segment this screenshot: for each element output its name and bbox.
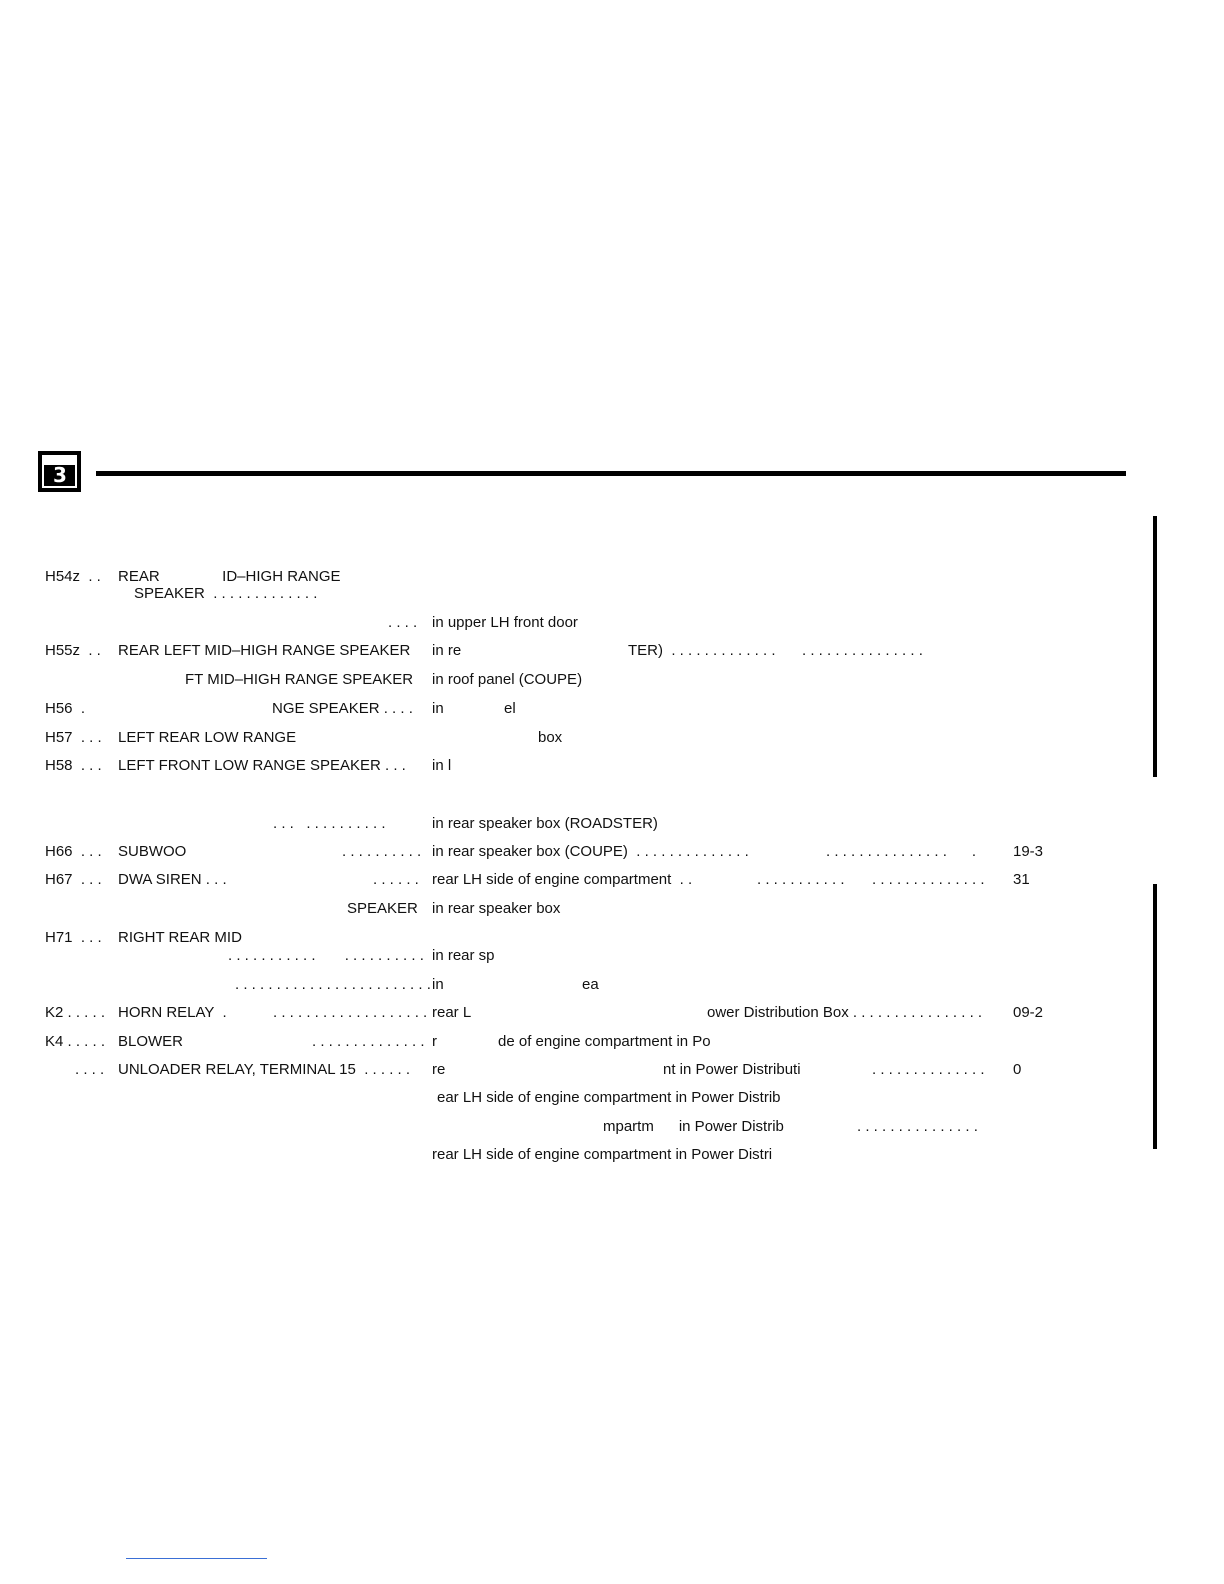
section-number: 3 bbox=[44, 465, 75, 486]
component-code: H56 . bbox=[45, 700, 86, 717]
component-name-fragment: . . . . bbox=[388, 614, 418, 631]
component-location: in l bbox=[432, 757, 452, 774]
component-location-fragment: de of engine compartment in Po bbox=[498, 1033, 711, 1050]
component-name: REAR ID–HIGH RANGE bbox=[118, 568, 341, 585]
component-location: in upper LH front door bbox=[432, 614, 578, 631]
component-name-fragment: . . . . . . bbox=[373, 871, 419, 888]
component-name: LEFT FRONT LOW RANGE SPEAKER . . . bbox=[118, 757, 406, 774]
component-name: LEFT REAR LOW RANGE bbox=[118, 729, 297, 746]
component-name-fragment: FT MID–HIGH RANGE SPEAKER bbox=[185, 671, 414, 688]
component-code: H71 . . . bbox=[45, 929, 102, 946]
component-code: K2 . . . . . bbox=[45, 1004, 106, 1021]
component-name-line2: . . . . . . . . . . . . . . . . . . . . . bbox=[228, 947, 424, 964]
component-code: H66 . . . bbox=[45, 843, 102, 860]
component-name: HORN RELAY . bbox=[118, 1004, 227, 1021]
component-location: in bbox=[432, 700, 444, 717]
component-name: REAR LEFT MID–HIGH RANGE SPEAKER bbox=[118, 642, 411, 659]
component-name-fragment: SPEAKER bbox=[347, 900, 418, 917]
change-bar-top bbox=[1153, 516, 1157, 777]
component-code: H57 . . . bbox=[45, 729, 102, 746]
component-location: in rear sp bbox=[432, 947, 495, 964]
component-code: . . . . bbox=[75, 1061, 105, 1078]
component-name-fragment: NGE SPEAKER . . . . bbox=[272, 700, 413, 717]
component-location-fragment: . . . . . . . . . . . . . . bbox=[872, 1061, 985, 1078]
component-name-fragment: . . . . . . . . . . . . . bbox=[273, 815, 386, 832]
section-number-badge bbox=[38, 451, 81, 492]
component-location: in re bbox=[432, 642, 462, 659]
component-location-fragment: . . . . . . . . . . . . . . . bbox=[857, 1118, 978, 1135]
component-location: r bbox=[432, 1033, 437, 1050]
component-code: H67 . . . bbox=[45, 871, 102, 888]
change-bar-bottom bbox=[1153, 884, 1157, 1149]
component-location: re bbox=[432, 1061, 446, 1078]
component-name: SUBWOO bbox=[118, 843, 187, 860]
component-location: rear LH side of engine compartment . . bbox=[432, 871, 693, 888]
component-name-fragment: . . . . . . . . . . . . . . . . . . . . . . . . bbox=[235, 976, 431, 993]
component-location: in rear speaker box (ROADSTER) bbox=[432, 815, 658, 832]
component-location: in rear speaker box bbox=[432, 900, 561, 917]
page-reference: 09-2 bbox=[1013, 1004, 1044, 1021]
header-rule bbox=[96, 471, 1126, 476]
component-location: rear LH side of engine compartment in Power Distri bbox=[432, 1146, 773, 1163]
component-name-fragment: . . . . . . . . . . . . . . bbox=[312, 1033, 425, 1050]
page-reference: 0 bbox=[1013, 1061, 1022, 1078]
component-location-fragment: . . . . . . . . . . . . . . bbox=[872, 871, 985, 888]
component-location-fragment: . . . . . . . . . . . . . . . . bbox=[826, 843, 977, 860]
component-name: UNLOADER RELAY, TERMINAL 15 . . . . . . bbox=[118, 1061, 411, 1078]
component-location: in rear speaker box (COUPE) . . . . . . . . . . . . . . bbox=[432, 843, 749, 860]
page-reference: 31 bbox=[1013, 871, 1030, 888]
page-reference: 19-3 bbox=[1013, 843, 1044, 860]
component-location-fragment: box bbox=[538, 729, 563, 746]
component-location-fragment: nt in Power Distributi bbox=[663, 1061, 801, 1078]
component-location-fragment: TER) . . . . . . . . . . . . . bbox=[628, 642, 776, 659]
component-location: in roof panel (COUPE) bbox=[432, 671, 583, 688]
component-location-fragment: ower Distribution Box . . . . . . . . . . . . . . . . bbox=[707, 1004, 983, 1021]
component-code: K4 . . . . . bbox=[45, 1033, 106, 1050]
component-name-line2: SPEAKER . . . . . . . . . . . . . bbox=[134, 585, 318, 602]
component-code: H58 . . . bbox=[45, 757, 102, 774]
footer-link-underline[interactable] bbox=[126, 1558, 267, 1559]
component-location: in bbox=[432, 976, 444, 993]
component-location-fragment: . . . . . . . . . . . . . . . bbox=[802, 642, 923, 659]
component-code: H54z . . bbox=[45, 568, 101, 585]
component-location-fragment: . . . . . . . . . . . bbox=[757, 871, 845, 888]
component-name-fragment: . . . . . . . . . . bbox=[342, 843, 422, 860]
component-name-fragment: . . . . . . . . . . . . . . . . . . . bbox=[273, 1004, 428, 1021]
component-location: rear L bbox=[432, 1004, 472, 1021]
component-name: DWA SIREN . . . bbox=[118, 871, 227, 888]
component-name: BLOWER bbox=[118, 1033, 184, 1050]
component-location: ear LH side of engine compartment in Power Distrib bbox=[437, 1089, 781, 1106]
component-code: H55z . . bbox=[45, 642, 101, 659]
component-location-fragment: el bbox=[504, 700, 516, 717]
component-location-fragment: ea bbox=[582, 976, 599, 993]
component-name: RIGHT REAR MID bbox=[118, 929, 242, 946]
component-location-fragment: mpartm in Power Distrib bbox=[603, 1118, 784, 1135]
